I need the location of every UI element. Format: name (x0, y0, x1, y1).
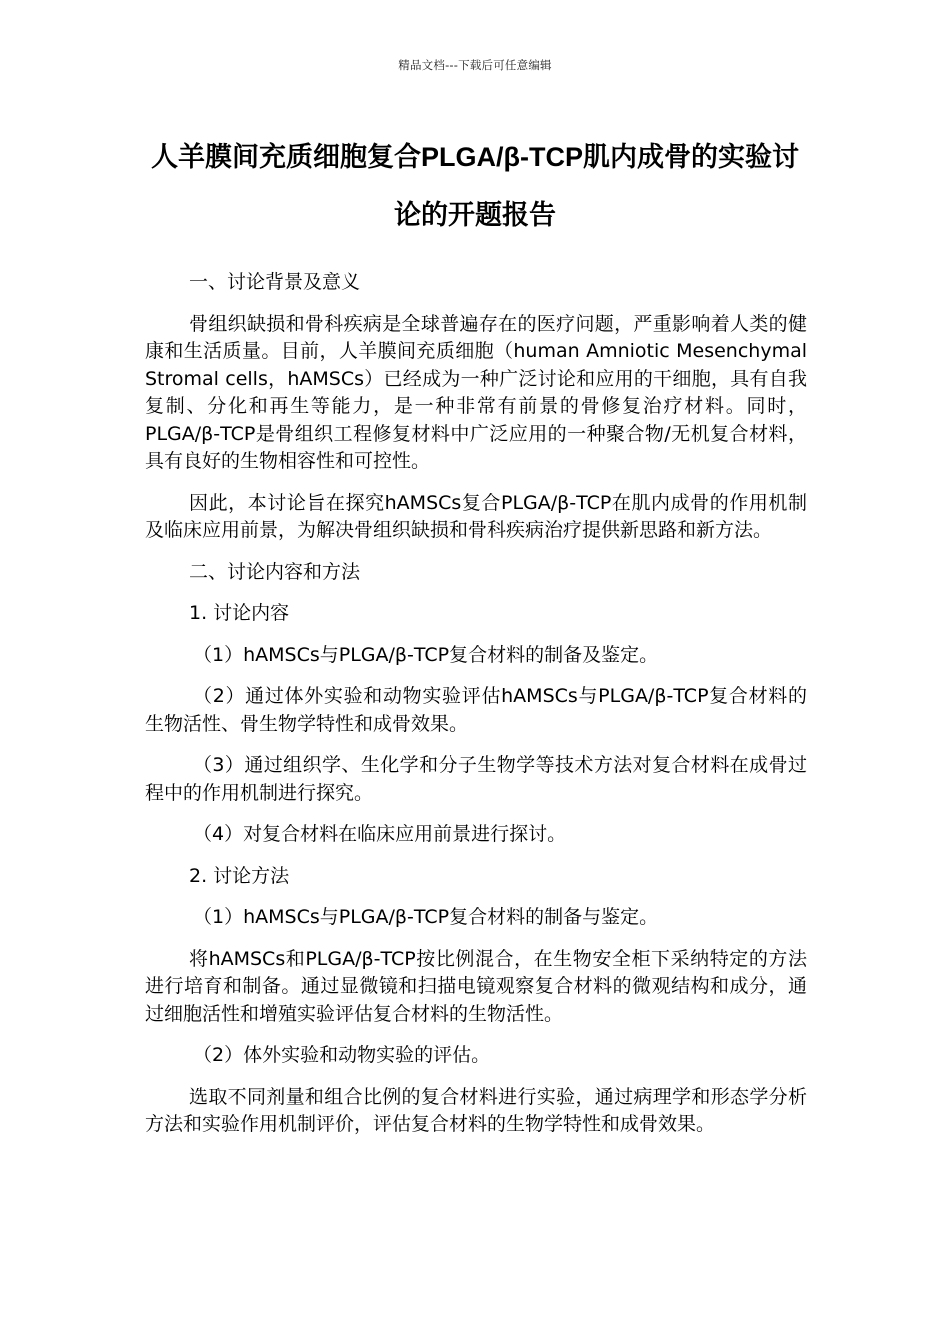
page-header: 精品文档---下载后可任意编辑 (398, 58, 552, 72)
section-heading-background: 一、讨论背景及意义 (189, 271, 361, 293)
body-paragraph: 选取不同剂量和组合比例的复合材料进行实验，通过病理学和形态学分析方法和实验作用机制评价，评估复合材料的生物学特性和成骨效果。 (145, 1085, 807, 1135)
list-item: （2）体外实验和动物实验的评估。 (193, 1044, 491, 1066)
subsection-heading-methods: 2. 讨论方法 (189, 864, 290, 887)
list-item: （1）hAMSCs与PLGA/β-TCP复合材料的制备及鉴定。 (193, 643, 659, 666)
body-paragraph: 骨组织缺损和骨科疾病是全球普遍存在的医疗问题，严重影响着人类的健康和生活质量。目前，人羊膜间充质细胞（human Amniotic Mesenchymal Stromal cells，hAMSCs）已经成为一种广泛讨论和应用的干细胞，具有自我复制、分化和再生等能力，是一种非常有前景的骨修复治疗材料。同时，PLGA/β-TCP是骨组织工程修复材料中广泛应用的一种聚合物/无机复合材料，具有良好的生物相容性和可控性。 (145, 312, 807, 472)
list-item: （2）通过体外实验和动物实验评估hAMSCs与PLGA/β-TCP复合材料的生物活性、骨生物学特性和成骨效果。 (145, 685, 807, 735)
document-title: 人羊膜间充质细胞复合PLGA/β-TCP肌内成骨的实验讨论的开题报告 (151, 142, 799, 230)
list-item: （1）hAMSCs与PLGA/β-TCP复合材料的制备与鉴定。 (193, 906, 659, 928)
section-heading-content-methods: 二、讨论内容和方法 (189, 560, 361, 583)
body-paragraph: 将hAMSCs和PLGA/β-TCP按比例混合，在生物安全柜下采纳特定的方法进行培育和制备。通过显微镜和扫描电镜观察复合材料的微观结构和成分，通过细胞活性和增殖实验评估复合材料的生物活性。 (145, 947, 807, 1025)
document-body (145, 269, 807, 1153)
list-item: （3）通过组织学、生化学和分子生物学等技术方法对复合材料在成骨过程中的作用机制进行探究。 (145, 754, 807, 804)
body-paragraph: 因此，本讨论旨在探究hAMSCs复合PLGA/β-TCP在肌内成骨的作用机制及临床应用前景，为解决骨组织缺损和骨科疾病治疗提供新思路和新方法。 (145, 491, 807, 541)
list-item: （4）对复合材料在临床应用前景进行探讨。 (193, 823, 567, 845)
subsection-heading-content: 1. 讨论内容 (189, 602, 290, 624)
